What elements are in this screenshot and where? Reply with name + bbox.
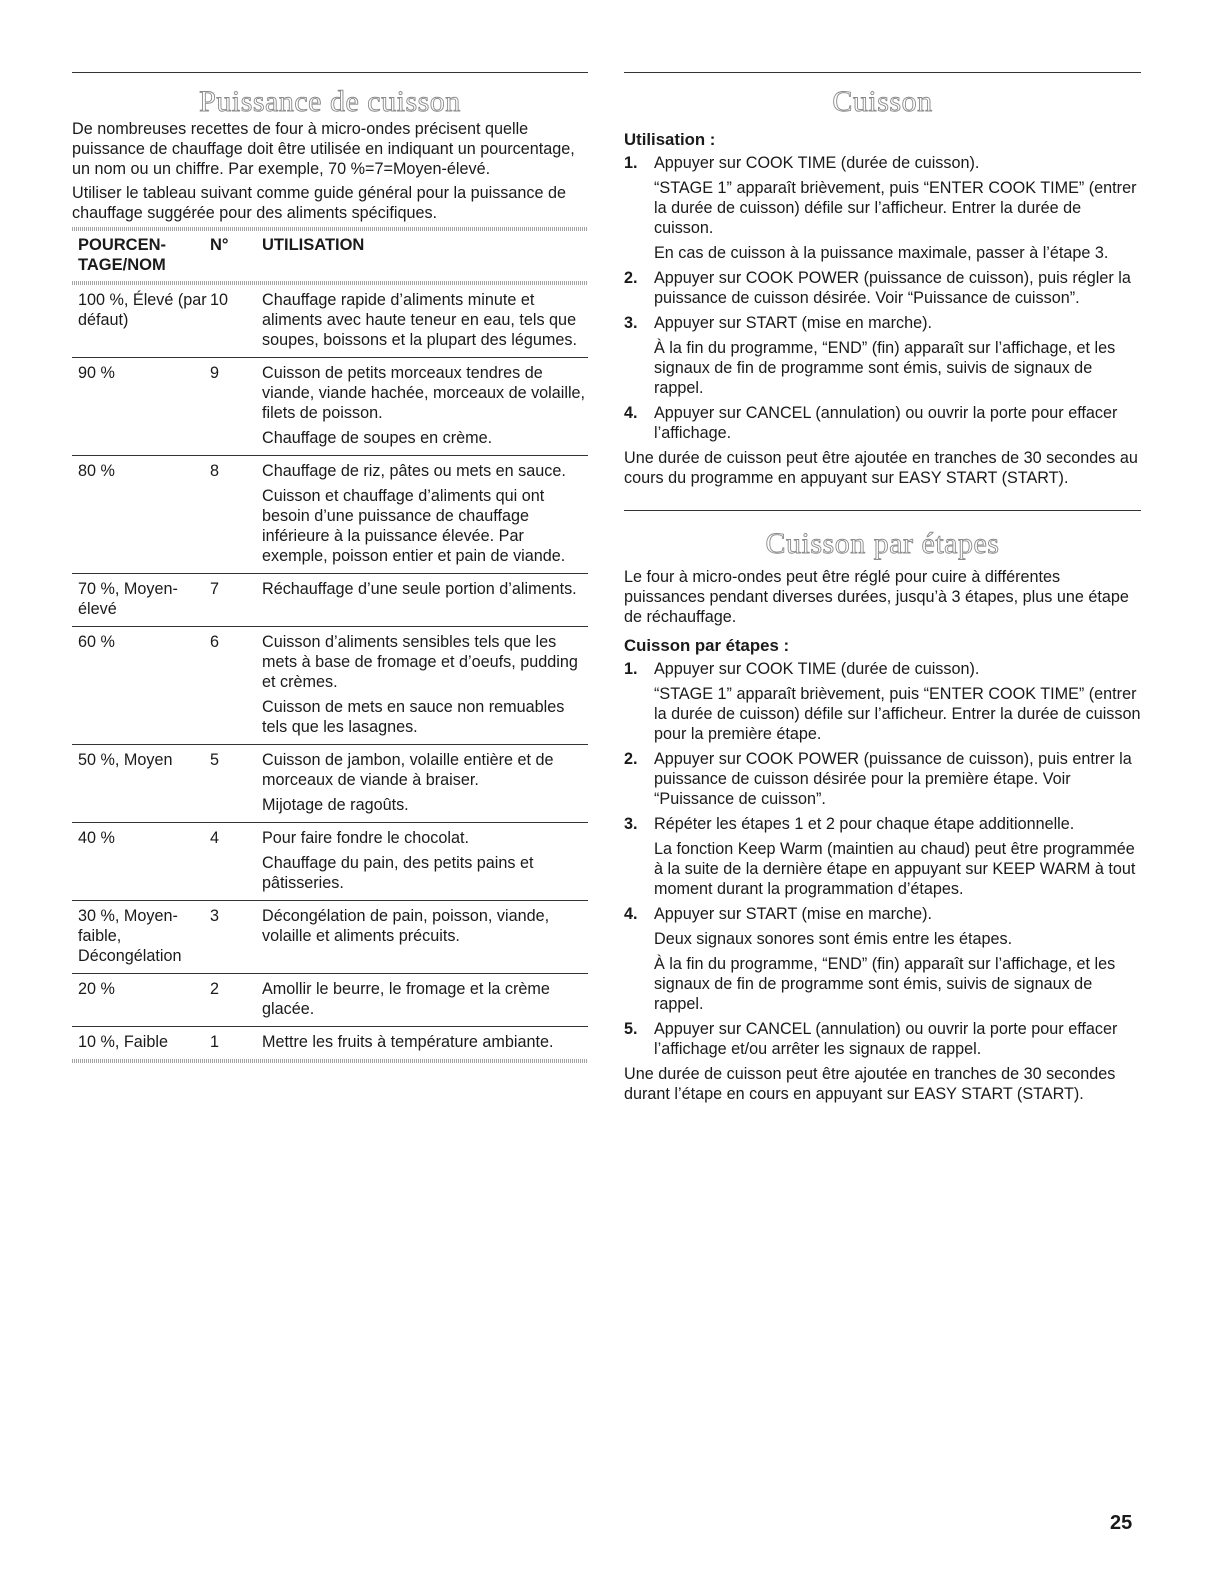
step-detail: Deux signaux sonores sont émis entre les étapes. [654, 930, 1013, 948]
power-percent-cell: 20 % [72, 974, 210, 1027]
top-rule [624, 72, 1141, 73]
step-item [624, 659, 1141, 744]
use-text: Chauffage rapide d’aliments minute et aliments avec haute teneur en eau, tels que soupes, boissons et la plupart des légumes. [262, 291, 577, 349]
section-heading: Cuisson [832, 85, 933, 118]
use-text: Décongélation de pain, poisson, viande, volaille et aliments précuits. [262, 907, 550, 945]
power-number-cell: 8 [210, 456, 262, 574]
power-number-cell: 6 [210, 627, 262, 745]
hatch-rule [72, 281, 588, 285]
step-text: Appuyer sur CANCEL (annulation) ou ouvrir la porte pour effacer l’affichage et/ou arrêter les signaux de rappel. [654, 1020, 1118, 1058]
table-row [72, 974, 588, 1027]
use-text: Réchauffage d’une seule portion d’aliments. [262, 580, 577, 598]
hatch-rule [72, 227, 588, 231]
intro-paragraph: De nombreuses recettes de four à micro-ondes précisent quelle puissance de chauffage doit être utilisée en indiquant un pourcentage, un nom ou un chiffre. Par exemple, 70 %=7=Moyen-élevé. [72, 120, 575, 178]
power-use-cell [262, 574, 588, 627]
power-use-cell [262, 901, 588, 974]
power-percent-cell: 100 %, Élevé (par défaut) [78, 291, 207, 329]
step-number: 2. [624, 269, 638, 287]
power-percent-cell: 30 %, Moyen-faible, Décongélation [72, 901, 210, 974]
table-row [72, 285, 588, 358]
step-text: Appuyer sur CANCEL (annulation) ou ouvrir la porte pour effacer l’affichage. [654, 404, 1118, 442]
power-use-cell [262, 627, 588, 745]
table-row [72, 1027, 588, 1060]
step-item [624, 904, 1141, 1014]
use-text: Mettre les fruits à température ambiante. [262, 1033, 554, 1051]
use-text: Cuisson de jambon, volaille entière et de morceaux de viande à braiser. [262, 751, 554, 789]
column-header-use: UTILISATION [262, 236, 365, 254]
power-percent-cell: 70 %, Moyen-élevé [72, 574, 210, 627]
use-text: Chauffage de soupes en crème. [262, 429, 493, 447]
step-text: Appuyer sur COOK TIME (durée de cuisson). [654, 154, 980, 172]
power-percent-cell: 10 %, Faible [72, 1027, 210, 1060]
step-item [624, 749, 1141, 809]
table-row [72, 901, 588, 974]
power-percent-cell: 90 % [72, 358, 210, 456]
use-text: Chauffage du pain, des petits pains et pâtisseries. [262, 854, 534, 892]
use-text: Chauffage de riz, pâtes ou mets en sauce. [262, 462, 566, 480]
column-header-percent: POURCEN- TAGE/NOM [78, 236, 167, 274]
section-heading: Cuisson par étapes [765, 527, 1000, 560]
step-text: Appuyer sur COOK POWER (puissance de cuisson), puis entrer la puissance de cuisson désirée pour la première étape. Voir “Puissance de cuisson”. [654, 750, 1132, 808]
table-row [72, 627, 588, 745]
step-number: 1. [624, 660, 638, 678]
page-number: 25 [1110, 1512, 1133, 1534]
step-text: Appuyer sur START (mise en marche). [654, 314, 932, 332]
closing-text: Une durée de cuisson peut être ajoutée en tranches de 30 secondes durant l’étape en cours en appuyant sur EASY START (START). [624, 1065, 1116, 1103]
power-use-cell [262, 285, 588, 358]
top-rule [72, 72, 588, 73]
step-detail: La fonction Keep Warm (maintien au chaud) peut être programmée à la suite de la dernière étape en appuyant sur KEEP WARM à tout moment durant la programmation d’étapes. [654, 840, 1136, 898]
use-text: Cuisson de mets en sauce non remuables tels que les lasagnes. [262, 698, 565, 736]
power-use-cell [262, 358, 588, 456]
step-detail: À la fin du programme, “END” (fin) apparaît sur l’affichage, et les signaux de fin de programme sont émis, suivis de signaux de rappel. [654, 339, 1116, 397]
use-text: Cuisson de petits morceaux tendres de viande, viande hachée, morceaux de volaille, filets de poisson. [262, 364, 586, 422]
power-number-cell: 1 [210, 1027, 262, 1060]
step-item [624, 814, 1141, 899]
step-item [624, 153, 1141, 263]
power-percent-cell: 60 % [72, 627, 210, 745]
subsection-label: Cuisson par étapes : [624, 636, 790, 655]
step-detail: En cas de cuisson à la puissance maximale, passer à l’étape 3. [654, 244, 1109, 262]
step-list [624, 153, 1141, 443]
use-text: Mijotage de ragoûts. [262, 796, 409, 814]
section-heading: Puissance de cuisson [199, 85, 461, 118]
power-number-cell: 5 [210, 745, 262, 823]
power-percent-cell: 40 % [72, 823, 210, 901]
power-number-cell: 2 [210, 974, 262, 1027]
power-percent-cell: 50 %, Moyen [72, 745, 210, 823]
power-use-cell [262, 1027, 588, 1060]
step-text: Appuyer sur COOK TIME (durée de cuisson). [654, 660, 980, 678]
power-use-cell [262, 823, 588, 901]
power-use-cell [262, 974, 588, 1027]
step-item [624, 313, 1141, 398]
step-text: Répéter les étapes 1 et 2 pour chaque étape additionnelle. [654, 815, 1075, 833]
power-use-cell [262, 745, 588, 823]
power-number-cell: 10 [210, 291, 229, 309]
right-column [624, 72, 1141, 1104]
step-list [624, 659, 1141, 1059]
step-item [624, 268, 1141, 308]
use-text: Pour faire fondre le chocolat. [262, 829, 469, 847]
closing-text: Une durée de cuisson peut être ajoutée en tranches de 30 secondes au cours du programme en appuyant sur EASY START (START). [624, 449, 1138, 487]
column-header-number: N° [210, 236, 229, 254]
step-number: 3. [624, 314, 638, 332]
step-detail: “STAGE 1” apparaît brièvement, puis “ENTER COOK TIME” (entrer la durée de cuisson) défile sur l’afficheur. Entrer la durée de cuisson pour la première étape. [654, 685, 1141, 743]
section-divider [624, 510, 1141, 511]
step-detail: À la fin du programme, “END” (fin) apparaît sur l’affichage, et les signaux de fin de programme sont émis, suivis de signaux de rappel. [654, 955, 1116, 1013]
intro-paragraph: Le four à micro-ondes peut être réglé pour cuire à différentes puissances pendant diverses durées, jusqu’à 3 étapes, plus une étape de réchauffage. [624, 568, 1129, 626]
use-text: Amollir le beurre, le fromage et la crème glacée. [262, 980, 550, 1018]
step-detail: “STAGE 1” apparaît brièvement, puis “ENTER COOK TIME” (entrer la durée de cuisson) défile sur l’afficheur. Entrer la durée de cuisson. [654, 179, 1137, 237]
table-row [72, 823, 588, 901]
power-table [72, 231, 588, 1059]
step-text: Appuyer sur START (mise en marche). [654, 905, 932, 923]
step-number: 4. [624, 404, 638, 422]
step-number: 3. [624, 815, 638, 833]
step-number: 4. [624, 905, 638, 923]
power-number-cell: 3 [210, 901, 262, 974]
step-number: 2. [624, 750, 638, 768]
table-row [72, 574, 588, 627]
power-number-cell: 9 [210, 358, 262, 456]
step-number: 1. [624, 154, 638, 172]
power-percent-cell: 80 % [72, 456, 210, 574]
table-row [72, 456, 588, 574]
use-text: Cuisson et chauffage d’aliments qui ont besoin d’une puissance de chauffage inférieure à la puissance élevée. Par exemple, poisson entier et pain de viande. [262, 487, 566, 565]
table-row [72, 745, 588, 823]
step-item [624, 403, 1141, 443]
table-row [72, 358, 588, 456]
step-text: Appuyer sur COOK POWER (puissance de cuisson), puis régler la puissance de cuisson désirée. Voir “Puissance de cuisson”. [654, 269, 1131, 307]
hatch-rule [72, 1059, 588, 1063]
power-number-cell: 4 [210, 823, 262, 901]
use-text: Cuisson d’aliments sensibles tels que les mets à base de fromage et d’oeufs, pudding et crèmes. [262, 633, 578, 691]
subsection-label: Utilisation : [624, 130, 716, 149]
power-number-cell: 7 [210, 574, 262, 627]
step-item [624, 1019, 1141, 1059]
left-column [72, 72, 588, 1063]
step-number: 5. [624, 1020, 638, 1038]
intro-paragraph: Utiliser le tableau suivant comme guide général pour la puissance de chauffage suggérée pour des aliments spécifiques. [72, 184, 567, 222]
intro-text [72, 119, 588, 223]
power-use-cell [262, 456, 588, 574]
